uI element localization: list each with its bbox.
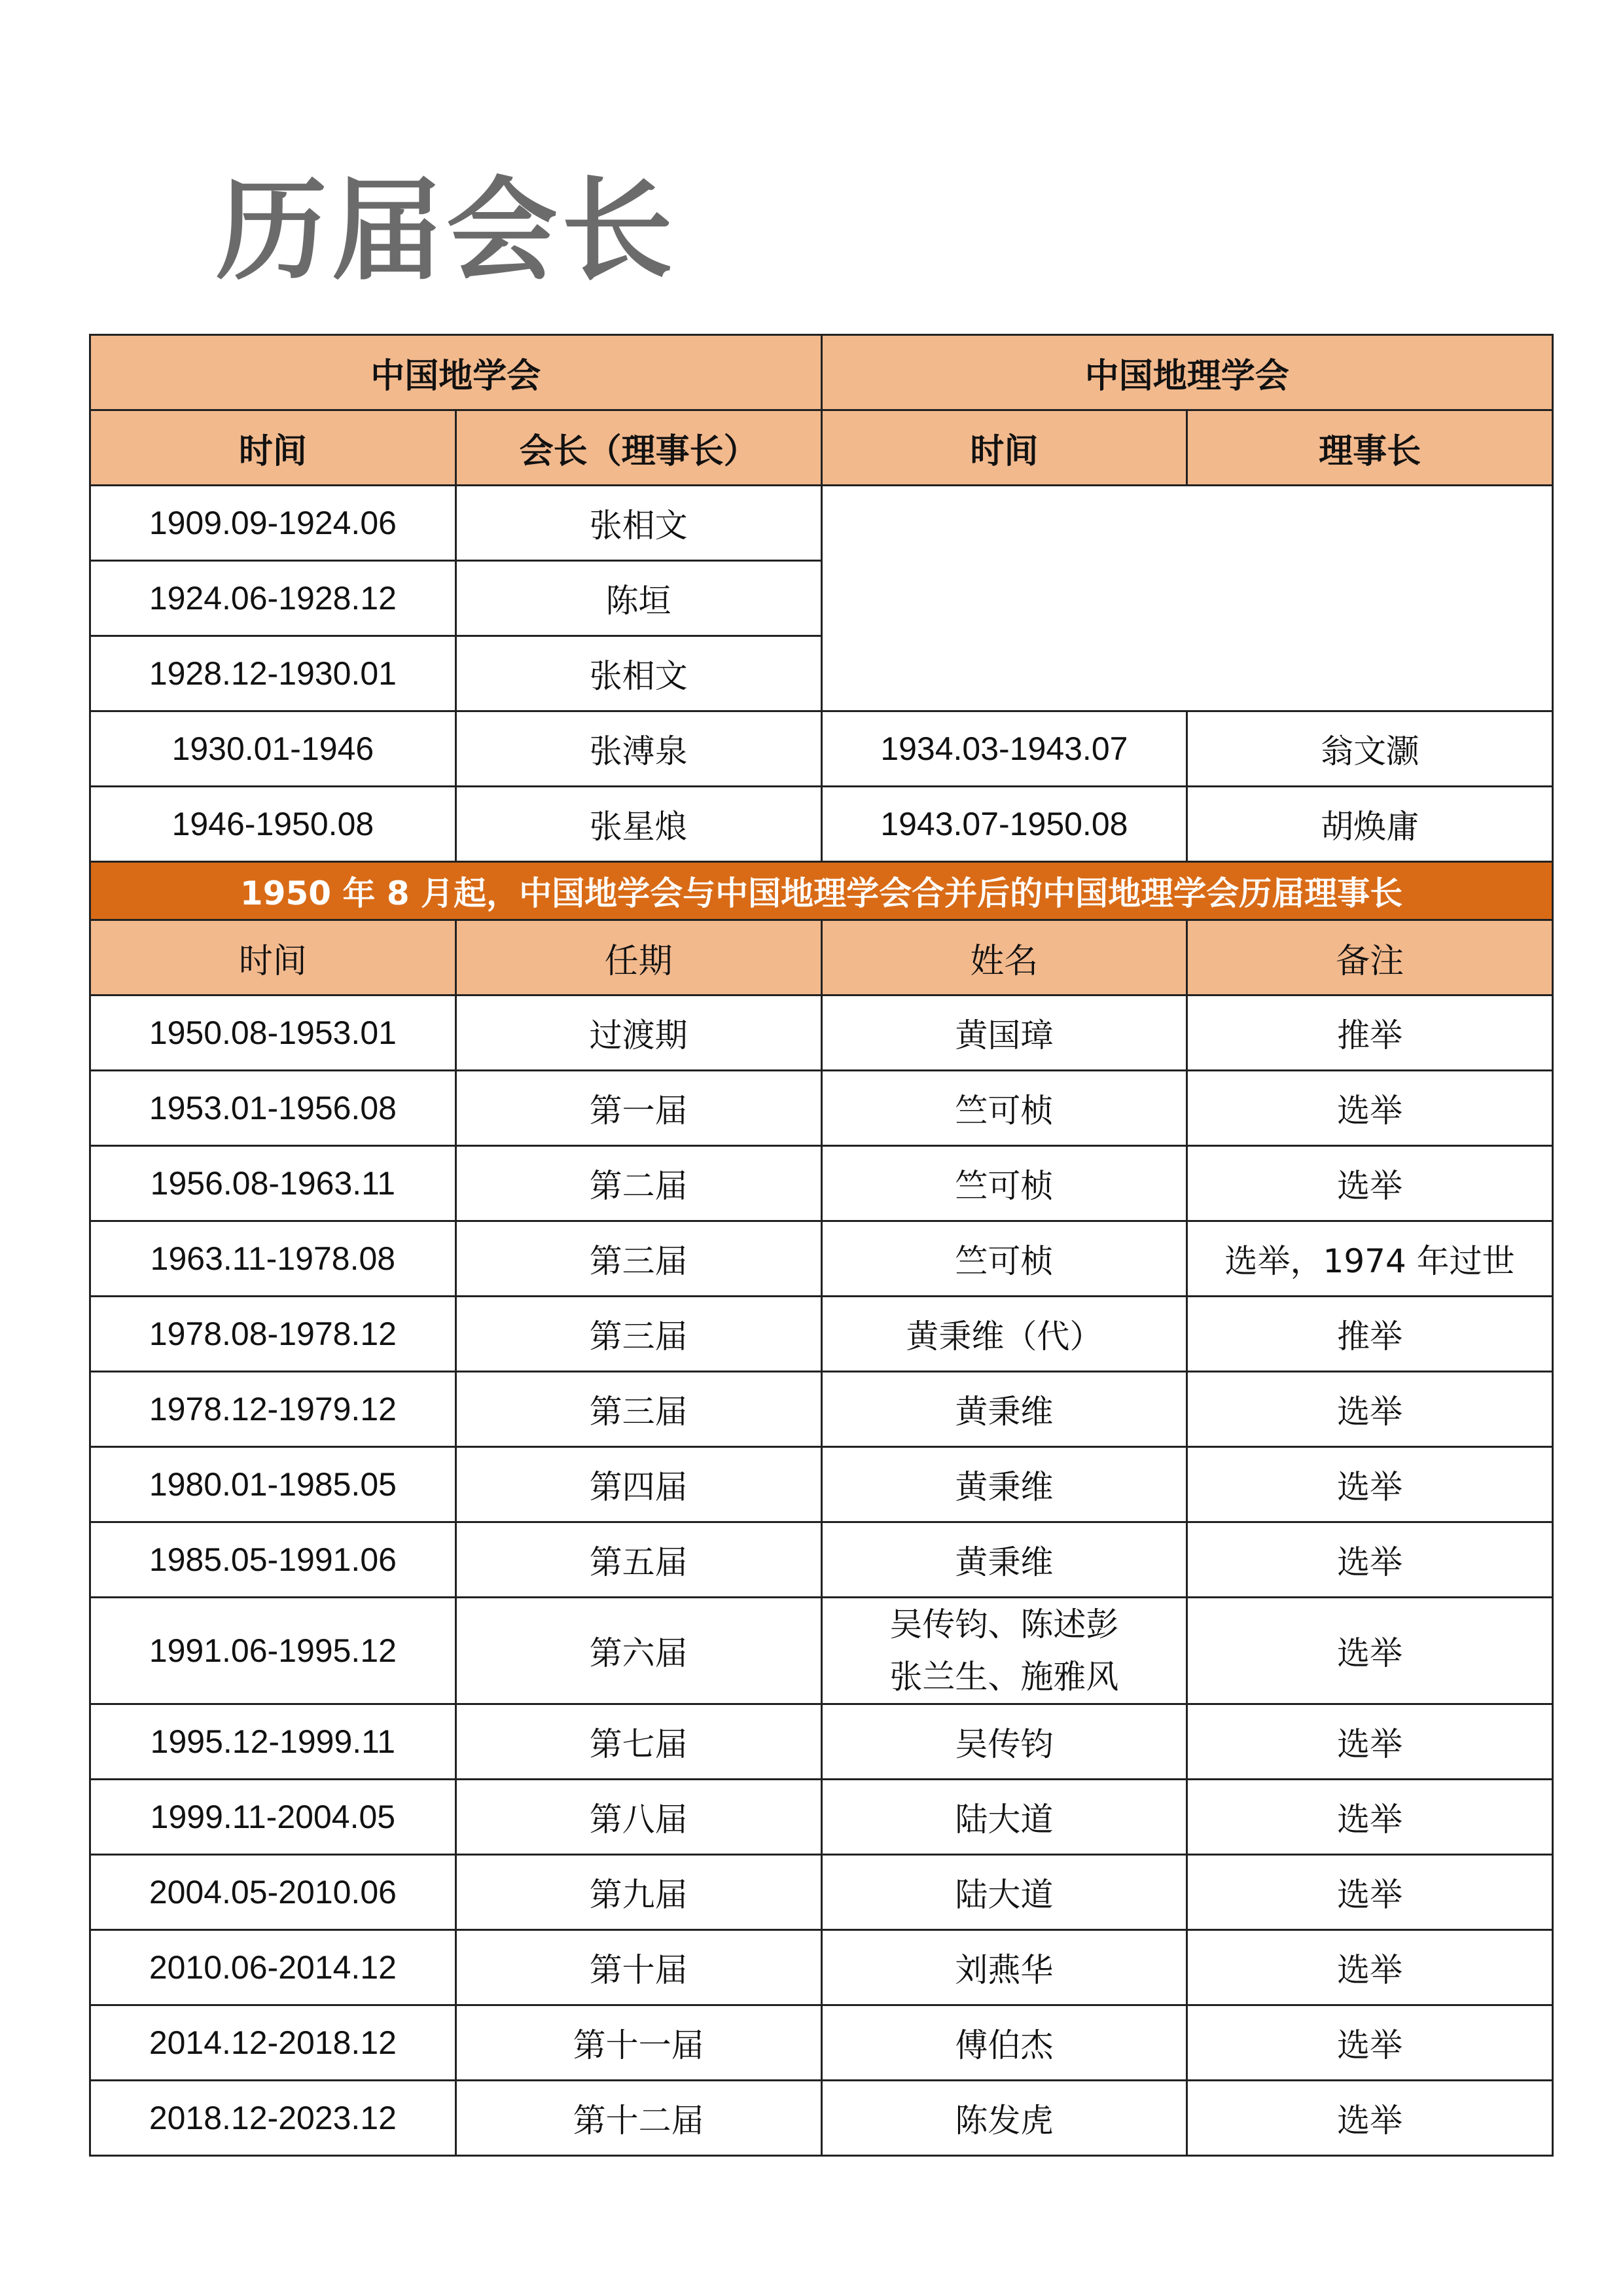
time-cell: 1934.03-1943.07 bbox=[821, 711, 1187, 787]
note-cell: 选举，1974 年过世 bbox=[1187, 1221, 1553, 1297]
table-row bbox=[90, 1297, 1553, 1372]
table-row bbox=[90, 1372, 1553, 1447]
note-cell: 选举 bbox=[1187, 1598, 1553, 1704]
name-cell: 刘燕华 bbox=[821, 1930, 1187, 2005]
note-cell: 选举 bbox=[1187, 2081, 1553, 2156]
term-cell: 第五届 bbox=[455, 1522, 821, 1598]
note-cell: 选举 bbox=[1187, 1522, 1553, 1598]
table-row bbox=[90, 1855, 1553, 1930]
table-row bbox=[90, 787, 1553, 862]
org2-header: 中国地理学会 bbox=[821, 335, 1553, 410]
term-cell: 第十二届 bbox=[455, 2081, 821, 2156]
note-cell: 推举 bbox=[1187, 1297, 1553, 1372]
name-cell: 黄国璋 bbox=[821, 996, 1187, 1071]
col-time: 时间 bbox=[90, 920, 456, 996]
table-row bbox=[90, 2005, 1553, 2081]
col-term: 任期 bbox=[455, 920, 821, 996]
time-cell: 2018.12-2023.12 bbox=[90, 2081, 456, 2156]
name-line: 张兰生、施雅风 bbox=[889, 1658, 1119, 1696]
table-row bbox=[90, 1704, 1553, 1780]
col-name: 姓名 bbox=[821, 920, 1187, 996]
term-cell: 第三届 bbox=[455, 1372, 821, 1447]
term-cell: 第八届 bbox=[455, 1780, 821, 1855]
table-row bbox=[90, 486, 1553, 561]
name-cell: 陆大道 bbox=[821, 1855, 1187, 1930]
table-row bbox=[90, 1930, 1553, 2005]
sub-header-row bbox=[90, 920, 1553, 996]
col-time-1: 时间 bbox=[90, 410, 456, 486]
name-cell: 陈垣 bbox=[455, 561, 821, 636]
term-cell: 第三届 bbox=[455, 1297, 821, 1372]
col-time-2: 时间 bbox=[821, 410, 1187, 486]
page-title: 历届会长 bbox=[216, 166, 677, 296]
merged-rows bbox=[90, 996, 1553, 2156]
org-header-row bbox=[90, 335, 1553, 410]
org1-header: 中国地学会 bbox=[90, 335, 822, 410]
table-row bbox=[90, 1146, 1553, 1221]
note-cell: 选举 bbox=[1187, 1704, 1553, 1780]
note-cell: 选举 bbox=[1187, 1146, 1553, 1221]
term-cell: 第七届 bbox=[455, 1704, 821, 1780]
table-row bbox=[90, 1780, 1553, 1855]
name-cell: 翁文灏 bbox=[1187, 711, 1553, 787]
name-cell: 吴传钧 bbox=[821, 1704, 1187, 1780]
note-cell: 选举 bbox=[1187, 2005, 1553, 2081]
merger-banner: 1950 年 8 月起，中国地学会与中国地理学会合并后的中国地理学会历届理事长 bbox=[90, 862, 1553, 920]
note-cell: 选举 bbox=[1187, 1372, 1553, 1447]
time-cell: 1930.01-1946 bbox=[90, 711, 456, 787]
table-row bbox=[90, 2081, 1553, 2156]
time-cell: 1980.01-1985.05 bbox=[90, 1447, 456, 1522]
time-cell: 1995.12-1999.11 bbox=[90, 1704, 456, 1780]
term-cell: 第一届 bbox=[455, 1071, 821, 1146]
term-cell: 第六届 bbox=[455, 1598, 821, 1704]
name-cell: 黄秉维 bbox=[821, 1522, 1187, 1598]
empty-cell bbox=[821, 486, 1553, 711]
merger-banner-row bbox=[90, 862, 1553, 920]
name-cell: 张相文 bbox=[455, 636, 821, 711]
col-president: 会长（理事长） bbox=[455, 410, 821, 486]
table-row bbox=[90, 1522, 1553, 1598]
term-cell: 第三届 bbox=[455, 1221, 821, 1297]
term-cell: 第九届 bbox=[455, 1855, 821, 1930]
time-cell: 1991.06-1995.12 bbox=[90, 1598, 456, 1704]
table-row bbox=[90, 1221, 1553, 1297]
name-cell: 竺可桢 bbox=[821, 1146, 1187, 1221]
time-cell: 1985.05-1991.06 bbox=[90, 1522, 456, 1598]
term-cell: 第十一届 bbox=[455, 2005, 821, 2081]
time-cell: 2014.12-2018.12 bbox=[90, 2005, 456, 2081]
column-header-row bbox=[90, 410, 1553, 486]
time-cell: 1950.08-1953.01 bbox=[90, 996, 456, 1071]
table-row bbox=[90, 1598, 1553, 1704]
name-cell: 胡焕庸 bbox=[1187, 787, 1553, 862]
presidents-table bbox=[89, 334, 1554, 2157]
time-cell: 2010.06-2014.12 bbox=[90, 1930, 456, 2005]
name-cell: 傅伯杰 bbox=[821, 2005, 1187, 2081]
note-cell: 选举 bbox=[1187, 1930, 1553, 2005]
time-cell: 1978.12-1979.12 bbox=[90, 1372, 456, 1447]
term-cell: 第四届 bbox=[455, 1447, 821, 1522]
name-cell: 竺可桢 bbox=[821, 1071, 1187, 1146]
time-cell: 1956.08-1963.11 bbox=[90, 1146, 456, 1221]
time-cell: 1963.11-1978.08 bbox=[90, 1221, 456, 1297]
name-cell: 陆大道 bbox=[821, 1780, 1187, 1855]
note-cell: 选举 bbox=[1187, 1855, 1553, 1930]
name-cell: 张相文 bbox=[455, 486, 821, 561]
name-cell: 张星烺 bbox=[455, 787, 821, 862]
name-cell: 黄秉维 bbox=[821, 1372, 1187, 1447]
time-cell: 1909.09-1924.06 bbox=[90, 486, 456, 561]
time-cell: 1999.11-2004.05 bbox=[90, 1780, 456, 1855]
name-cell: 黄秉维（代） bbox=[821, 1297, 1187, 1372]
time-cell: 1946-1950.08 bbox=[90, 787, 456, 862]
table-row bbox=[90, 1447, 1553, 1522]
name-cell: 陈发虎 bbox=[821, 2081, 1187, 2156]
time-cell: 1978.08-1978.12 bbox=[90, 1297, 456, 1372]
note-cell: 选举 bbox=[1187, 1071, 1553, 1146]
time-cell: 1928.12-1930.01 bbox=[90, 636, 456, 711]
term-cell: 第十届 bbox=[455, 1930, 821, 2005]
col-note: 备注 bbox=[1187, 920, 1553, 996]
name-line: 吴传钧、陈述彭 bbox=[889, 1605, 1119, 1643]
term-cell: 第二届 bbox=[455, 1146, 821, 1221]
table-row bbox=[90, 1071, 1553, 1146]
note-cell: 推举 bbox=[1187, 996, 1553, 1071]
term-cell: 过渡期 bbox=[455, 996, 821, 1071]
name-cell: 黄秉维 bbox=[821, 1447, 1187, 1522]
name-cell: 竺可桢 bbox=[821, 1221, 1187, 1297]
time-cell: 1943.07-1950.08 bbox=[821, 787, 1187, 862]
name-cell bbox=[821, 1598, 1187, 1704]
time-cell: 1924.06-1928.12 bbox=[90, 561, 456, 636]
col-director: 理事长 bbox=[1187, 410, 1553, 486]
note-cell: 选举 bbox=[1187, 1447, 1553, 1522]
note-cell: 选举 bbox=[1187, 1780, 1553, 1855]
time-cell: 2004.05-2010.06 bbox=[90, 1855, 456, 1930]
time-cell: 1953.01-1956.08 bbox=[90, 1071, 456, 1146]
name-cell: 张溥泉 bbox=[455, 711, 821, 787]
table-row bbox=[90, 996, 1553, 1071]
table-row bbox=[90, 711, 1553, 787]
